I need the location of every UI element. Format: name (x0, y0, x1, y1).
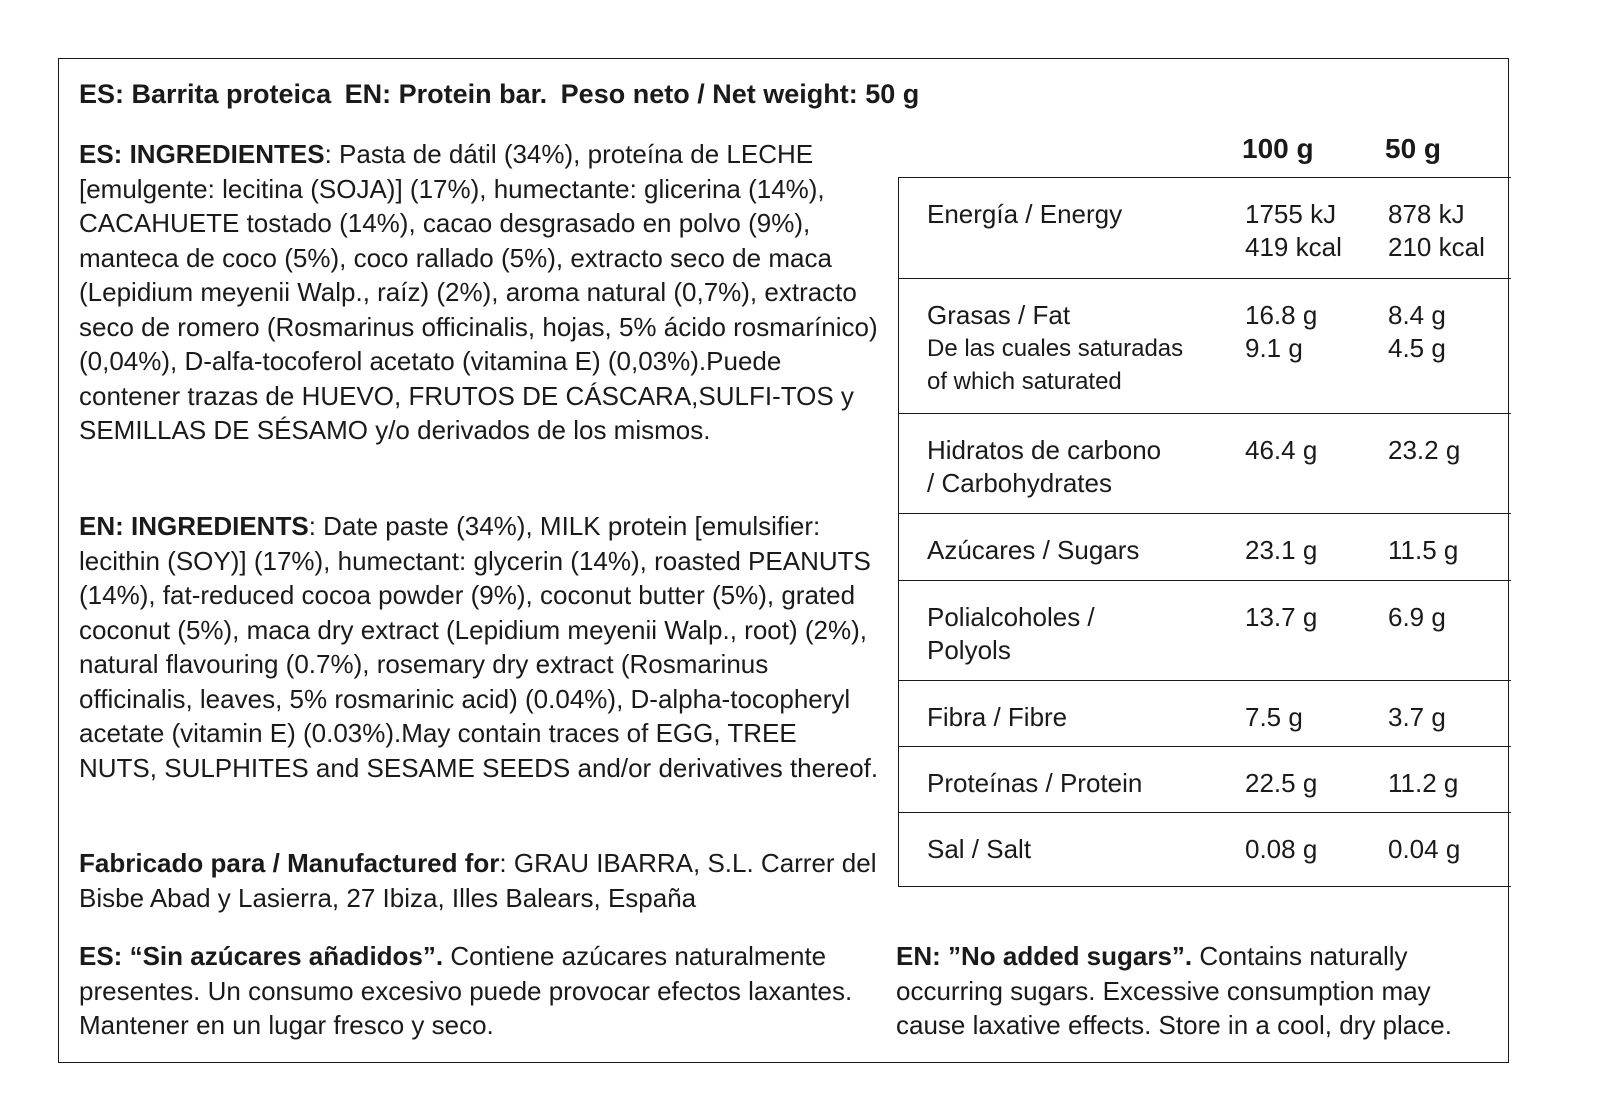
sugar-warning-es-text: Contiene azúcares naturalmente presentes. Un consumo excesivo puede provocar efectos laxantes. Mantener en un lugar fresco y seco. (79, 941, 853, 1040)
polyols-100g: 13.7 g (1245, 581, 1388, 681)
sugars-100g: 23.1 g (1245, 514, 1388, 581)
row-fat (899, 279, 1512, 414)
nutrition-table (898, 177, 1511, 887)
row-sugars (899, 514, 1512, 581)
carbs-100g: 46.4 g (1245, 414, 1388, 514)
ingredients-en-heading: EN: INGREDIENTS (79, 511, 309, 541)
ingredients-en (79, 509, 879, 785)
salt-100g: 0.08 g (1245, 813, 1388, 887)
title-es: ES: Barrita proteica (79, 79, 332, 109)
salt-label: Sal / Salt (899, 813, 1246, 887)
sugar-warning-en-text: Contains naturally occurring sugars. Excessive consumption may cause laxative effects. Store in a cool, dry place. (896, 941, 1452, 1040)
row-fibre (899, 681, 1512, 747)
row-protein (899, 747, 1512, 813)
salt-50g: 0.04 g (1388, 813, 1511, 887)
fibre-50g: 3.7 g (1388, 681, 1511, 747)
row-carbohydrates (899, 414, 1512, 514)
row-energy (899, 178, 1512, 279)
energy-100g: 1755 kJ 419 kcal (1245, 178, 1388, 279)
carbs-label: Hidratos de carbono / Carbohydrates (899, 414, 1246, 514)
manufacturer-text: : GRAU IBARRA, S.L. Carrer del Bisbe Abad y Lasierra, 27 Ibiza, Illes Balears, España (79, 848, 877, 913)
carbs-50g: 23.2 g (1388, 414, 1511, 514)
ingredients-es (79, 137, 879, 448)
protein-50g: 11.2 g (1388, 747, 1511, 813)
polyols-label: Polialcoholes / Polyols (899, 581, 1246, 681)
manufacturer-info (79, 846, 879, 915)
product-title (79, 79, 925, 110)
net-weight: Peso neto / Net weight: 50 g (560, 79, 920, 109)
sugar-warning-es-heading: ES: “Sin azúcares añadidos”. (79, 941, 444, 971)
fibre-label: Fibra / Fibre (899, 681, 1246, 747)
column-header-100g: 100 g (1242, 133, 1314, 164)
column-header-50g: 50 g (1385, 133, 1442, 164)
energy-50g: 878 kJ 210 kcal (1388, 178, 1511, 279)
nutrition-label (58, 58, 1509, 1063)
fat-100g: 16.8 g 9.1 g (1245, 279, 1388, 414)
sugar-warning-en (896, 939, 1506, 1043)
fibre-100g: 7.5 g (1245, 681, 1388, 747)
manufacturer-heading: Fabricado para / Manufactured for (79, 848, 500, 878)
ingredients-en-text: : Date paste (34%), MILK protein [emulsifier: lecithin (SOY)] (17%), humectant: glycerin (14%), roasted PEANUTS (14%), fat-reduced cocoa powder (9%), coconut butter (5%), grated coconut (5%), maca dry extract (Lepidium meyenii Walp., root) (2%), natural flavouring (0.7%), rosemary dry extract (Rosmarinus officinalis, leaves, 5% rosmarinic acid) (0.04%), D-alpha-tocopheryl acetate (vitamin E) (0.03%).May contain traces of EGG, TREE NUTS, SULPHITES and SESAME SEEDS and/or derivatives thereof. (79, 511, 879, 783)
ingredients-es-heading: ES: INGREDIENTES (79, 139, 325, 169)
protein-100g: 22.5 g (1245, 747, 1388, 813)
ingredients-es-text: : Pasta de dátil (34%), proteína de LECHE [emulgente: lecitina (SOJA)] (17%), humectante: glicerina (14%), CACAHUETE tostado (14%), cacao desgrasado en polvo (9%), manteca de coco (5%), coco rallado (5%), extracto seco de maca (Lepidium meyenii Walp., raíz) (2%), aroma natural (0,7%), extracto seco de romero (Rosmarinus officinalis, hojas, 5% ácido rosmarínico) (0,04%), D-alfa-tocoferol acetato (vitamina E) (0,03%).Puede contener trazas de HUEVO, FRUTOS DE CÁSCARA,SULFI-TOS y SEMILLAS DE SÉSAMO y/o derivados de los mismos. (79, 139, 878, 445)
sugar-warning-en-heading: EN: ”No added sugars”. (896, 941, 1193, 971)
row-polyols (899, 581, 1512, 681)
fat-label: Grasas / Fat De las cuales saturadas of which saturated (899, 279, 1246, 414)
sugars-label: Azúcares / Sugars (899, 514, 1246, 581)
title-en: EN: Protein bar. (344, 79, 548, 109)
fat-50g: 8.4 g 4.5 g (1388, 279, 1511, 414)
protein-label: Proteínas / Protein (899, 747, 1246, 813)
polyols-50g: 6.9 g (1388, 581, 1511, 681)
sugars-50g: 11.5 g (1388, 514, 1511, 581)
energy-label: Energía / Energy (899, 178, 1246, 279)
sugar-warning-es (79, 939, 889, 1043)
row-salt (899, 813, 1512, 887)
